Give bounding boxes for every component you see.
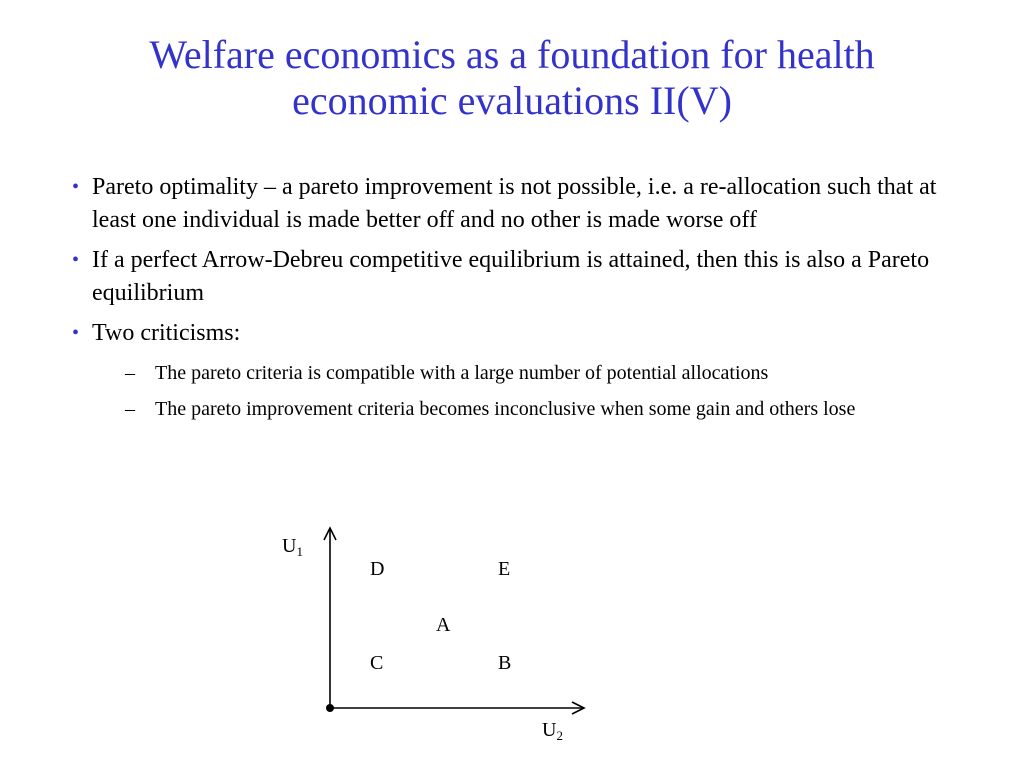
slide-title [40,32,984,124]
slide-title-line-1: Welfare economics as a foundation for health [149,32,875,77]
sub-bullet-text: The pareto improvement criteria becomes inconclusive when some gain and others lose [155,398,856,420]
y-axis-label: $U_1$ [282,535,303,559]
origin-dot [326,704,334,712]
sub-bullet-text: The pareto criteria is compatible with a large number of potential allocations [155,362,769,384]
point-d-label: D [370,558,385,580]
sub-bullet-item-inconclusive [116,393,972,425]
bullet-text: Two criticisms: [92,320,241,346]
bullet-text: If a perfect Arrow-Debreu competitive equilibrium is attained, then this is also a Pareto equilibrium [92,247,930,306]
sub-bullet-item-allocations [116,357,972,389]
utility-diagram [260,515,620,765]
slide-title-line-2: economic evaluations II(V) [292,78,732,123]
bullet-marker: • [72,176,80,198]
bullet-item-pareto-optimality [72,171,972,237]
point-e-label: E [498,558,511,580]
utility-axes [260,515,620,765]
point-b-label: B [498,652,512,674]
sub-bullet-list [116,357,972,425]
bullet-marker: • [72,249,80,271]
bullet-marker: • [72,322,80,344]
bullet-item-arrow-debreu [72,244,972,310]
point-c-label: C [370,652,384,674]
sub-bullet-marker: – [125,398,135,420]
x-axis-label: $U_2$ [542,719,563,743]
bullet-list [72,171,972,429]
sub-bullet-marker: – [125,362,135,384]
point-a-label: A [436,614,451,636]
bullet-item-two-criticisms [72,317,972,350]
bullet-text: Pareto optimality – a pareto improvement is not possible, i.e. a re-allocation such that at least one individual is made better off and no other is made worse off [92,174,937,233]
